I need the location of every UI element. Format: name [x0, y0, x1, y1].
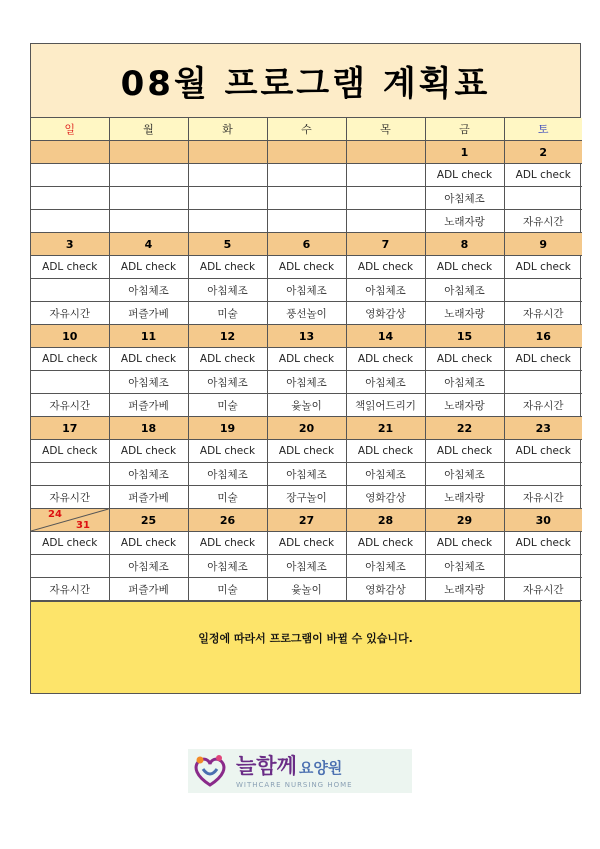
activity-cell: ADL check [425, 532, 504, 555]
date-cell: 16 [504, 325, 582, 348]
activity-cell: 자유시간 [31, 578, 109, 601]
activity-cell [31, 371, 109, 394]
date-cell: 3 [31, 233, 109, 256]
activity-cell [504, 371, 582, 394]
activity-cell: 미술 [188, 578, 267, 601]
activity-cell: 아침체조 [425, 463, 504, 486]
activity-cell: ADL check [425, 440, 504, 463]
activity-cell: 자유시간 [504, 394, 582, 417]
schedule-table [31, 118, 582, 601]
date-cell: 2 [504, 141, 582, 164]
date-cell: 8 [425, 233, 504, 256]
activity-cell: 노래자랑 [425, 302, 504, 325]
activity-cell [188, 210, 267, 233]
activity-cell [504, 463, 582, 486]
activity-cell: 영화감상 [346, 578, 425, 601]
activity-cell [31, 463, 109, 486]
date-cell [267, 141, 346, 164]
weekday-header: 토 [504, 118, 582, 141]
activity-cell: ADL check [425, 164, 504, 187]
date-cell: 9 [504, 233, 582, 256]
activity-cell [31, 210, 109, 233]
activity-cell: ADL check [31, 532, 109, 555]
activity-cell [31, 187, 109, 210]
weekday-header: 목 [346, 118, 425, 141]
weekday-header: 수 [267, 118, 346, 141]
activity-cell: 아침체조 [109, 279, 188, 302]
date-cell [346, 141, 425, 164]
activity-cell: 윷놀이 [267, 578, 346, 601]
activity-cell: 아침체조 [425, 371, 504, 394]
date-cell: 7 [346, 233, 425, 256]
schedule-sheet [30, 43, 581, 694]
date-row [31, 417, 582, 440]
activity-row [31, 555, 582, 578]
date-cell: 25 [109, 509, 188, 532]
date-cell: 27 [267, 509, 346, 532]
activity-cell: 책읽어드리기 [346, 394, 425, 417]
activity-cell: ADL check [504, 164, 582, 187]
activity-cell: ADL check [346, 348, 425, 371]
activity-cell: 자유시간 [504, 210, 582, 233]
date-cell: 4 [109, 233, 188, 256]
activity-row [31, 256, 582, 279]
activity-cell: 아침체조 [346, 555, 425, 578]
activity-cell: 노래자랑 [425, 210, 504, 233]
activity-cell: ADL check [31, 348, 109, 371]
logo-name-en: WITHCARE NURSING HOME [236, 780, 353, 789]
activity-cell: 미술 [188, 486, 267, 509]
activity-cell: ADL check [504, 348, 582, 371]
activity-row [31, 440, 582, 463]
date-cell: 13 [267, 325, 346, 348]
date-cell: 14 [346, 325, 425, 348]
activity-cell [504, 555, 582, 578]
activity-row [31, 348, 582, 371]
activity-cell [346, 164, 425, 187]
activity-cell: 아침체조 [109, 371, 188, 394]
activity-cell: 퍼즐가베 [109, 302, 188, 325]
activity-cell: 노래자랑 [425, 578, 504, 601]
weekday-header: 월 [109, 118, 188, 141]
date-cell: 23 [504, 417, 582, 440]
activity-cell [188, 164, 267, 187]
nursing-home-logo [188, 749, 412, 793]
activity-row [31, 187, 582, 210]
activity-cell: 영화감상 [346, 302, 425, 325]
weekday-header-row [31, 118, 582, 141]
activity-cell: ADL check [425, 256, 504, 279]
activity-cell: 풍선놀이 [267, 302, 346, 325]
date-row [31, 325, 582, 348]
activity-cell: 윷놀이 [267, 394, 346, 417]
activity-cell: 미술 [188, 302, 267, 325]
activity-cell: ADL check [188, 256, 267, 279]
activity-cell: 아침체조 [109, 463, 188, 486]
notice-text: 일정에 따라서 프로그램이 바뀔 수 있습니다. [31, 601, 580, 693]
activity-cell [267, 164, 346, 187]
activity-row [31, 532, 582, 555]
weekday-header: 화 [188, 118, 267, 141]
activity-cell [504, 187, 582, 210]
date-cell: 18 [109, 417, 188, 440]
activity-cell [267, 187, 346, 210]
activity-cell: 아침체조 [267, 371, 346, 394]
activity-cell: 자유시간 [31, 486, 109, 509]
logo-name-sub: 요양원 [298, 758, 343, 777]
date-cell: 19 [188, 417, 267, 440]
activity-cell: 아침체조 [188, 371, 267, 394]
activity-cell: ADL check [109, 256, 188, 279]
date-cell-split [31, 509, 109, 532]
activity-cell: ADL check [346, 256, 425, 279]
activity-cell: 자유시간 [504, 578, 582, 601]
date-row [31, 233, 582, 256]
activity-cell [31, 164, 109, 187]
activity-cell: 아침체조 [425, 279, 504, 302]
date-cell [109, 141, 188, 164]
date-cell: 21 [346, 417, 425, 440]
date-number: 24 [48, 509, 62, 520]
activity-cell: ADL check [188, 532, 267, 555]
activity-cell: ADL check [31, 256, 109, 279]
date-cell: 5 [188, 233, 267, 256]
activity-cell: 자유시간 [504, 302, 582, 325]
activity-cell [346, 187, 425, 210]
date-cell: 12 [188, 325, 267, 348]
activity-row [31, 164, 582, 187]
date-cell: 30 [504, 509, 582, 532]
activity-cell [109, 164, 188, 187]
activity-cell: 노래자랑 [425, 486, 504, 509]
activity-row [31, 578, 582, 601]
activity-cell: 영화감상 [346, 486, 425, 509]
activity-cell: 아침체조 [267, 555, 346, 578]
activity-cell: 퍼즐가베 [109, 578, 188, 601]
date-cell: 1 [425, 141, 504, 164]
activity-cell: ADL check [267, 348, 346, 371]
activity-cell: ADL check [504, 256, 582, 279]
activity-cell: 아침체조 [188, 555, 267, 578]
heart-people-logo-icon [188, 749, 232, 793]
activity-row [31, 302, 582, 325]
diagonal-divider [31, 509, 109, 531]
date-cell: 22 [425, 417, 504, 440]
activity-cell: 아침체조 [188, 463, 267, 486]
date-row [31, 141, 582, 164]
date-cell: 10 [31, 325, 109, 348]
activity-cell: ADL check [109, 440, 188, 463]
activity-cell [188, 187, 267, 210]
date-cell: 6 [267, 233, 346, 256]
date-cell: 26 [188, 509, 267, 532]
activity-row [31, 210, 582, 233]
activity-cell: ADL check [31, 440, 109, 463]
activity-cell: ADL check [267, 532, 346, 555]
activity-cell: ADL check [504, 440, 582, 463]
logo-name-main: 늘함께 [236, 753, 297, 778]
page-title: 08월 프로그램 계획표 [31, 44, 580, 118]
activity-cell [346, 210, 425, 233]
activity-cell: 아침체조 [109, 555, 188, 578]
weekday-header: 금 [425, 118, 504, 141]
activity-cell: 장구놀이 [267, 486, 346, 509]
activity-cell: ADL check [188, 440, 267, 463]
activity-row [31, 394, 582, 417]
activity-cell: 아침체조 [346, 463, 425, 486]
date-row [31, 509, 582, 532]
activity-cell: 아침체조 [425, 555, 504, 578]
activity-row [31, 463, 582, 486]
activity-cell: 아침체조 [346, 371, 425, 394]
activity-cell: ADL check [346, 532, 425, 555]
activity-cell: ADL check [267, 440, 346, 463]
date-cell: 29 [425, 509, 504, 532]
activity-row [31, 371, 582, 394]
activity-cell: ADL check [109, 532, 188, 555]
activity-cell: ADL check [425, 348, 504, 371]
activity-cell: 자유시간 [504, 486, 582, 509]
activity-cell: 아침체조 [425, 187, 504, 210]
date-cell [31, 141, 109, 164]
activity-cell: 아침체조 [267, 279, 346, 302]
activity-cell: 아침체조 [188, 279, 267, 302]
activity-cell [31, 279, 109, 302]
activity-cell: ADL check [346, 440, 425, 463]
activity-cell: ADL check [188, 348, 267, 371]
activity-cell: 자유시간 [31, 302, 109, 325]
activity-cell: ADL check [504, 532, 582, 555]
activity-cell [31, 555, 109, 578]
activity-cell: 퍼즐가베 [109, 394, 188, 417]
date-cell: 17 [31, 417, 109, 440]
date-cell: 28 [346, 509, 425, 532]
date-number: 31 [76, 520, 90, 531]
date-cell: 15 [425, 325, 504, 348]
activity-cell: ADL check [267, 256, 346, 279]
activity-cell [109, 210, 188, 233]
activity-cell: 아침체조 [346, 279, 425, 302]
activity-cell: 미술 [188, 394, 267, 417]
activity-cell: 아침체조 [267, 463, 346, 486]
activity-cell [504, 279, 582, 302]
activity-row [31, 279, 582, 302]
date-cell: 11 [109, 325, 188, 348]
date-cell: 20 [267, 417, 346, 440]
activity-cell [109, 187, 188, 210]
date-cell [188, 141, 267, 164]
activity-cell [267, 210, 346, 233]
activity-cell: 퍼즐가베 [109, 486, 188, 509]
activity-cell: 노래자랑 [425, 394, 504, 417]
activity-cell: ADL check [109, 348, 188, 371]
activity-cell: 자유시간 [31, 394, 109, 417]
weekday-header: 일 [31, 118, 109, 141]
activity-row [31, 486, 582, 509]
